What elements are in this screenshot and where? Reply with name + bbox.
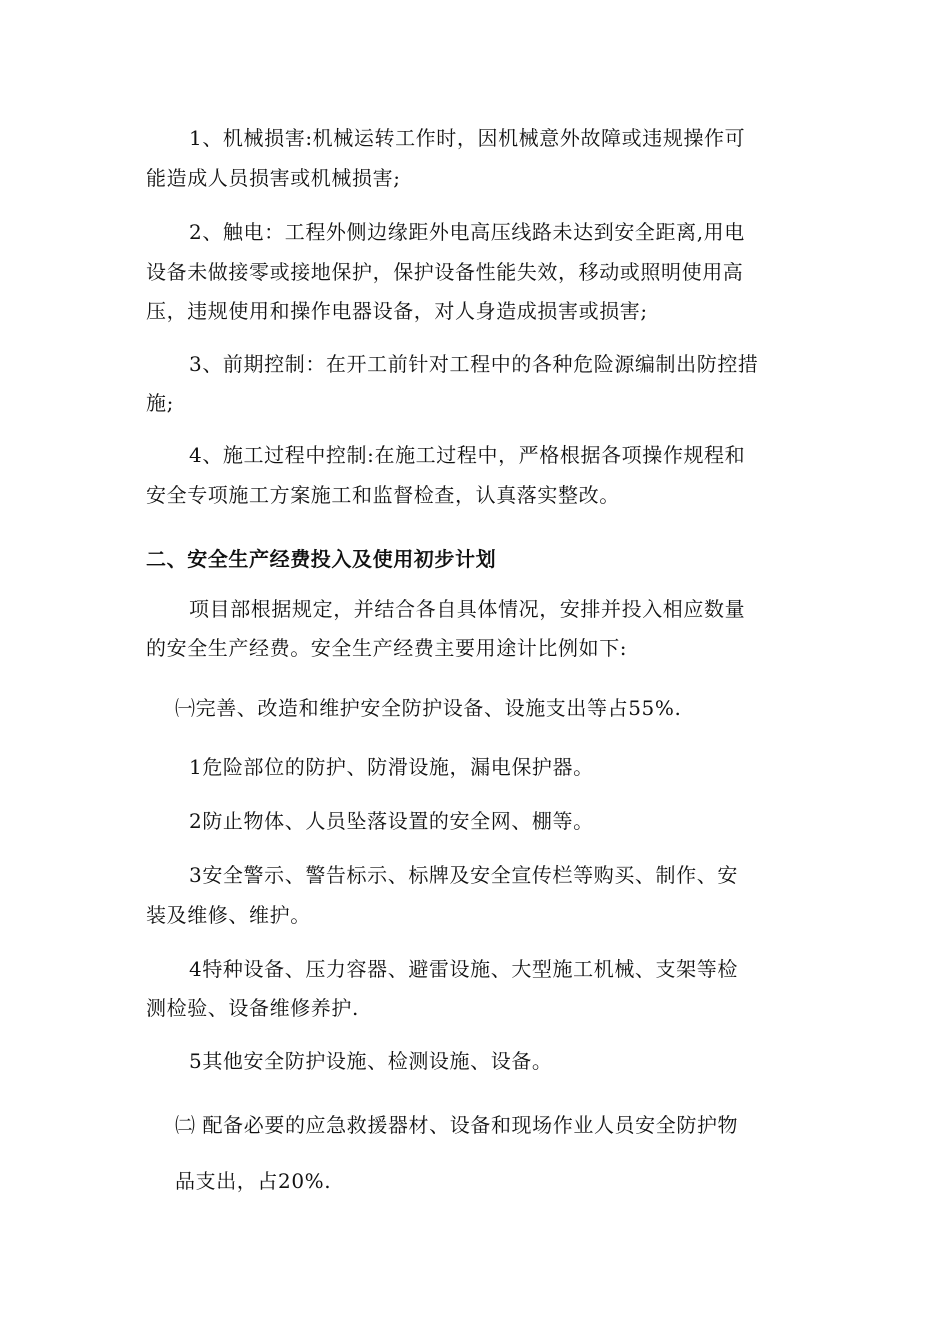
budget-sub-item-4-line-2: 测检验、设备维修养护. bbox=[146, 996, 359, 1020]
paragraph-2-line-2: 设备未做接零或接地保护，保护设备性能失效，移动或照明使用高 bbox=[146, 260, 744, 284]
budget-sub-item-2: 2防止物体、人员坠落设置的安全网、棚等。 bbox=[189, 809, 594, 833]
budget-item-1: ㈠完善、改造和维护安全防护设备、设施支出等占55%. bbox=[175, 696, 682, 720]
budget-sub-item-1: 1危险部位的防护、防滑设施，漏电保护器。 bbox=[189, 755, 594, 779]
section-2-intro-line-1: 项目部根据规定，并结合各自具体情况，安排并投入相应数量 bbox=[189, 597, 746, 621]
budget-sub-item-4-line-1: 4特种设备、压力容器、避雷设施、大型施工机械、支架等检 bbox=[189, 957, 738, 981]
section-2-intro-line-2: 的安全生产经费。安全生产经费主要用途计比例如下: bbox=[146, 636, 628, 660]
paragraph-4-line-2: 安全专项施工方案施工和监督检查，认真落实整改。 bbox=[146, 483, 620, 507]
paragraph-2-line-3: 压，违规使用和操作电器设备，对人身造成损害或损害; bbox=[146, 299, 648, 323]
budget-item-2-line-1: ㈡ 配备必要的应急救援器材、设备和现场作业人员安全防护物 bbox=[175, 1113, 739, 1137]
paragraph-3-line-1: 3、前期控制：在开工前针对工程中的各种危险源编制出防控措 bbox=[189, 352, 759, 376]
budget-item-2-line-2: 品支出，占20%. bbox=[175, 1169, 332, 1193]
budget-sub-item-3-line-1: 3安全警示、警告标示、标牌及安全宣传栏等购买、制作、安 bbox=[189, 863, 738, 887]
paragraph-3-line-2: 施; bbox=[146, 391, 174, 415]
paragraph-1-line-2: 能造成人员损害或机械损害; bbox=[146, 166, 401, 190]
budget-sub-item-5: 5其他安全防护设施、检测设施、设备。 bbox=[189, 1049, 553, 1073]
paragraph-4-line-1: 4、施工过程中控制:在施工过程中，严格根据各项操作规程和 bbox=[189, 443, 746, 467]
budget-sub-item-3-line-2: 装及维修、维护。 bbox=[146, 903, 311, 927]
paragraph-1-line-1: 1、机械损害:机械运转工作时，因机械意外故障或违规操作可 bbox=[189, 126, 746, 150]
section-2-heading: 二、安全生产经费投入及使用初步计划 bbox=[146, 547, 497, 571]
paragraph-2-line-1: 2、触电：工程外侧边缘距外电高压线路未达到安全距离,用电 bbox=[189, 220, 745, 244]
